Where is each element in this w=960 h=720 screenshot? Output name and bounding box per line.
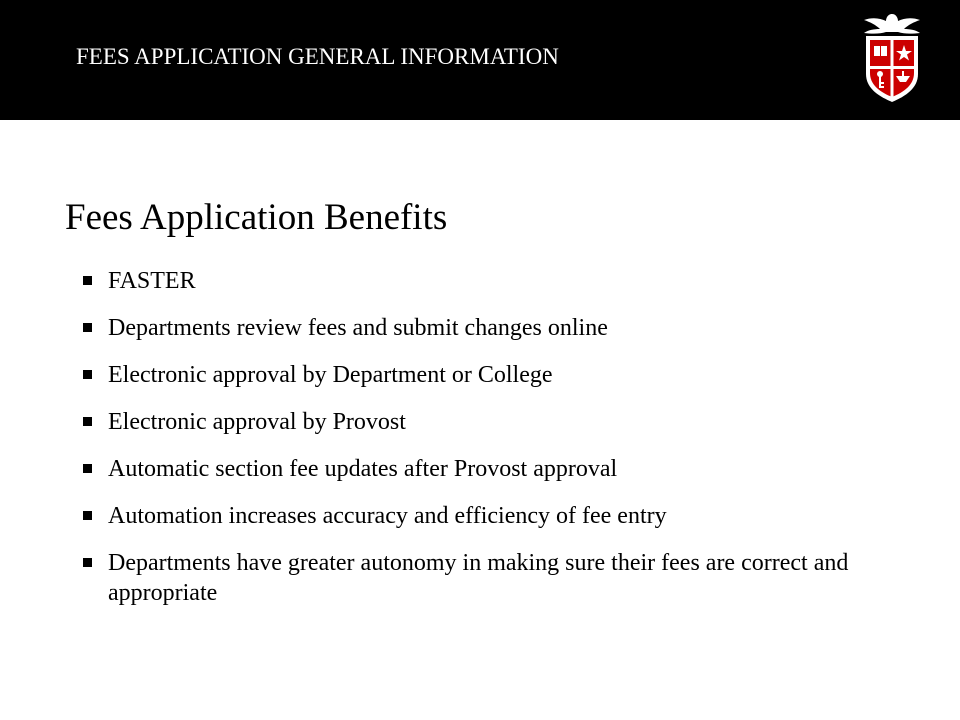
- square-bullet-icon: [83, 323, 92, 332]
- bullet-text: FASTER: [108, 268, 196, 294]
- bullet-text: Departments review fees and submit changes online: [108, 315, 608, 341]
- bullet-list: [80, 266, 900, 625]
- square-bullet-icon: [83, 511, 92, 520]
- list-item: [80, 360, 900, 390]
- list-item: [80, 501, 900, 531]
- square-bullet-icon: [83, 558, 92, 567]
- slide-title: Fees Application Benefits: [65, 197, 448, 238]
- square-bullet-icon: [83, 370, 92, 379]
- bullet-text: Departments have greater autonomy in making sure their fees are correct and appropriate: [108, 550, 849, 606]
- square-bullet-icon: [83, 464, 92, 473]
- bullet-text: Automatic section fee updates after Provost approval: [108, 456, 618, 482]
- list-item: [80, 266, 900, 296]
- list-item: [80, 548, 900, 608]
- university-shield-logo-icon: [858, 10, 926, 106]
- list-item: [80, 454, 900, 484]
- bullet-text: Automation increases accuracy and efficiency of fee entry: [108, 503, 667, 529]
- square-bullet-icon: [83, 276, 92, 285]
- list-item: [80, 313, 900, 343]
- header-bar: [0, 0, 960, 120]
- header-title: FEES APPLICATION GENERAL INFORMATION: [76, 44, 559, 69]
- bullet-text: Electronic approval by Department or College: [108, 362, 553, 388]
- list-item: [80, 407, 900, 437]
- square-bullet-icon: [83, 417, 92, 426]
- bullet-text: Electronic approval by Provost: [108, 409, 406, 435]
